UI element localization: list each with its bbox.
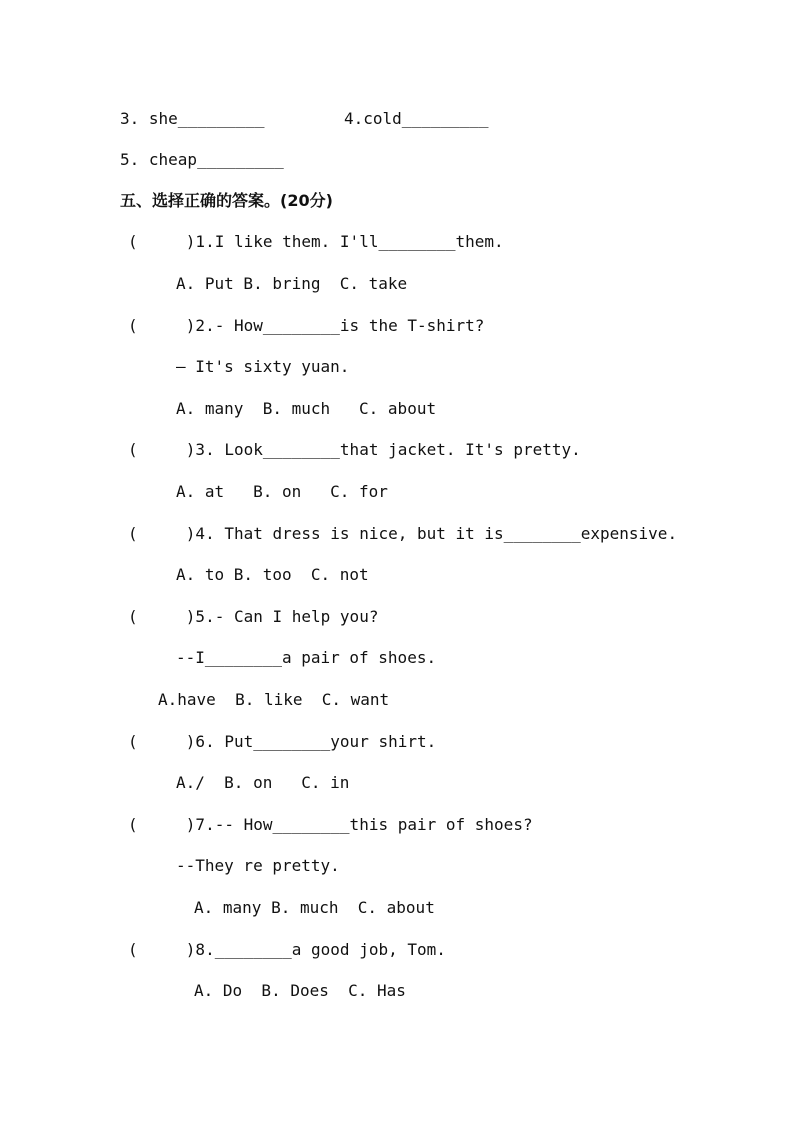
question-6: ( )6. Put________your shirt. — [128, 732, 437, 751]
question-8-options: A. Do B. Does C. Has — [194, 981, 406, 1000]
fill-item-4: 4.cold_________ — [344, 109, 489, 128]
question-3-options: A. at B. on C. for — [176, 482, 388, 501]
question-3: ( )3. Look________that jacket. It's pretty. — [128, 440, 581, 459]
question-7: ( )7.-- How________this pair of shoes? — [128, 815, 533, 834]
question-4: ( )4. That dress is nice, but it is________expensive. — [128, 524, 678, 543]
question-5-options: A.have B. like C. want — [158, 690, 390, 709]
question-5-answer-line: --I________a pair of shoes. — [176, 648, 437, 667]
question-1-options: A. Put B. bring C. take — [176, 274, 408, 293]
fill-item-5: 5. cheap_________ — [120, 150, 284, 169]
question-7-answer-line: --They re pretty. — [176, 856, 340, 875]
question-7-options: A. many B. much C. about — [194, 898, 435, 917]
question-5: ( )5.- Can I help you? — [128, 607, 379, 626]
question-2-options: A. many B. much C. about — [176, 399, 437, 418]
question-6-options: A./ B. on C. in — [176, 773, 350, 792]
question-2-answer-line: — It's sixty yuan. — [176, 357, 350, 376]
question-1: ( )1.I like them. I'll________them. — [128, 232, 504, 251]
fill-item-3: 3. she_________ — [120, 109, 265, 128]
question-4-options: A. to B. too C. not — [176, 565, 369, 584]
section-title: 五、选择正确的答案。(20分) — [120, 191, 333, 210]
question-8: ( )8.________a good job, Tom. — [128, 940, 446, 959]
question-2: ( )2.- How________is the T-shirt? — [128, 316, 485, 335]
